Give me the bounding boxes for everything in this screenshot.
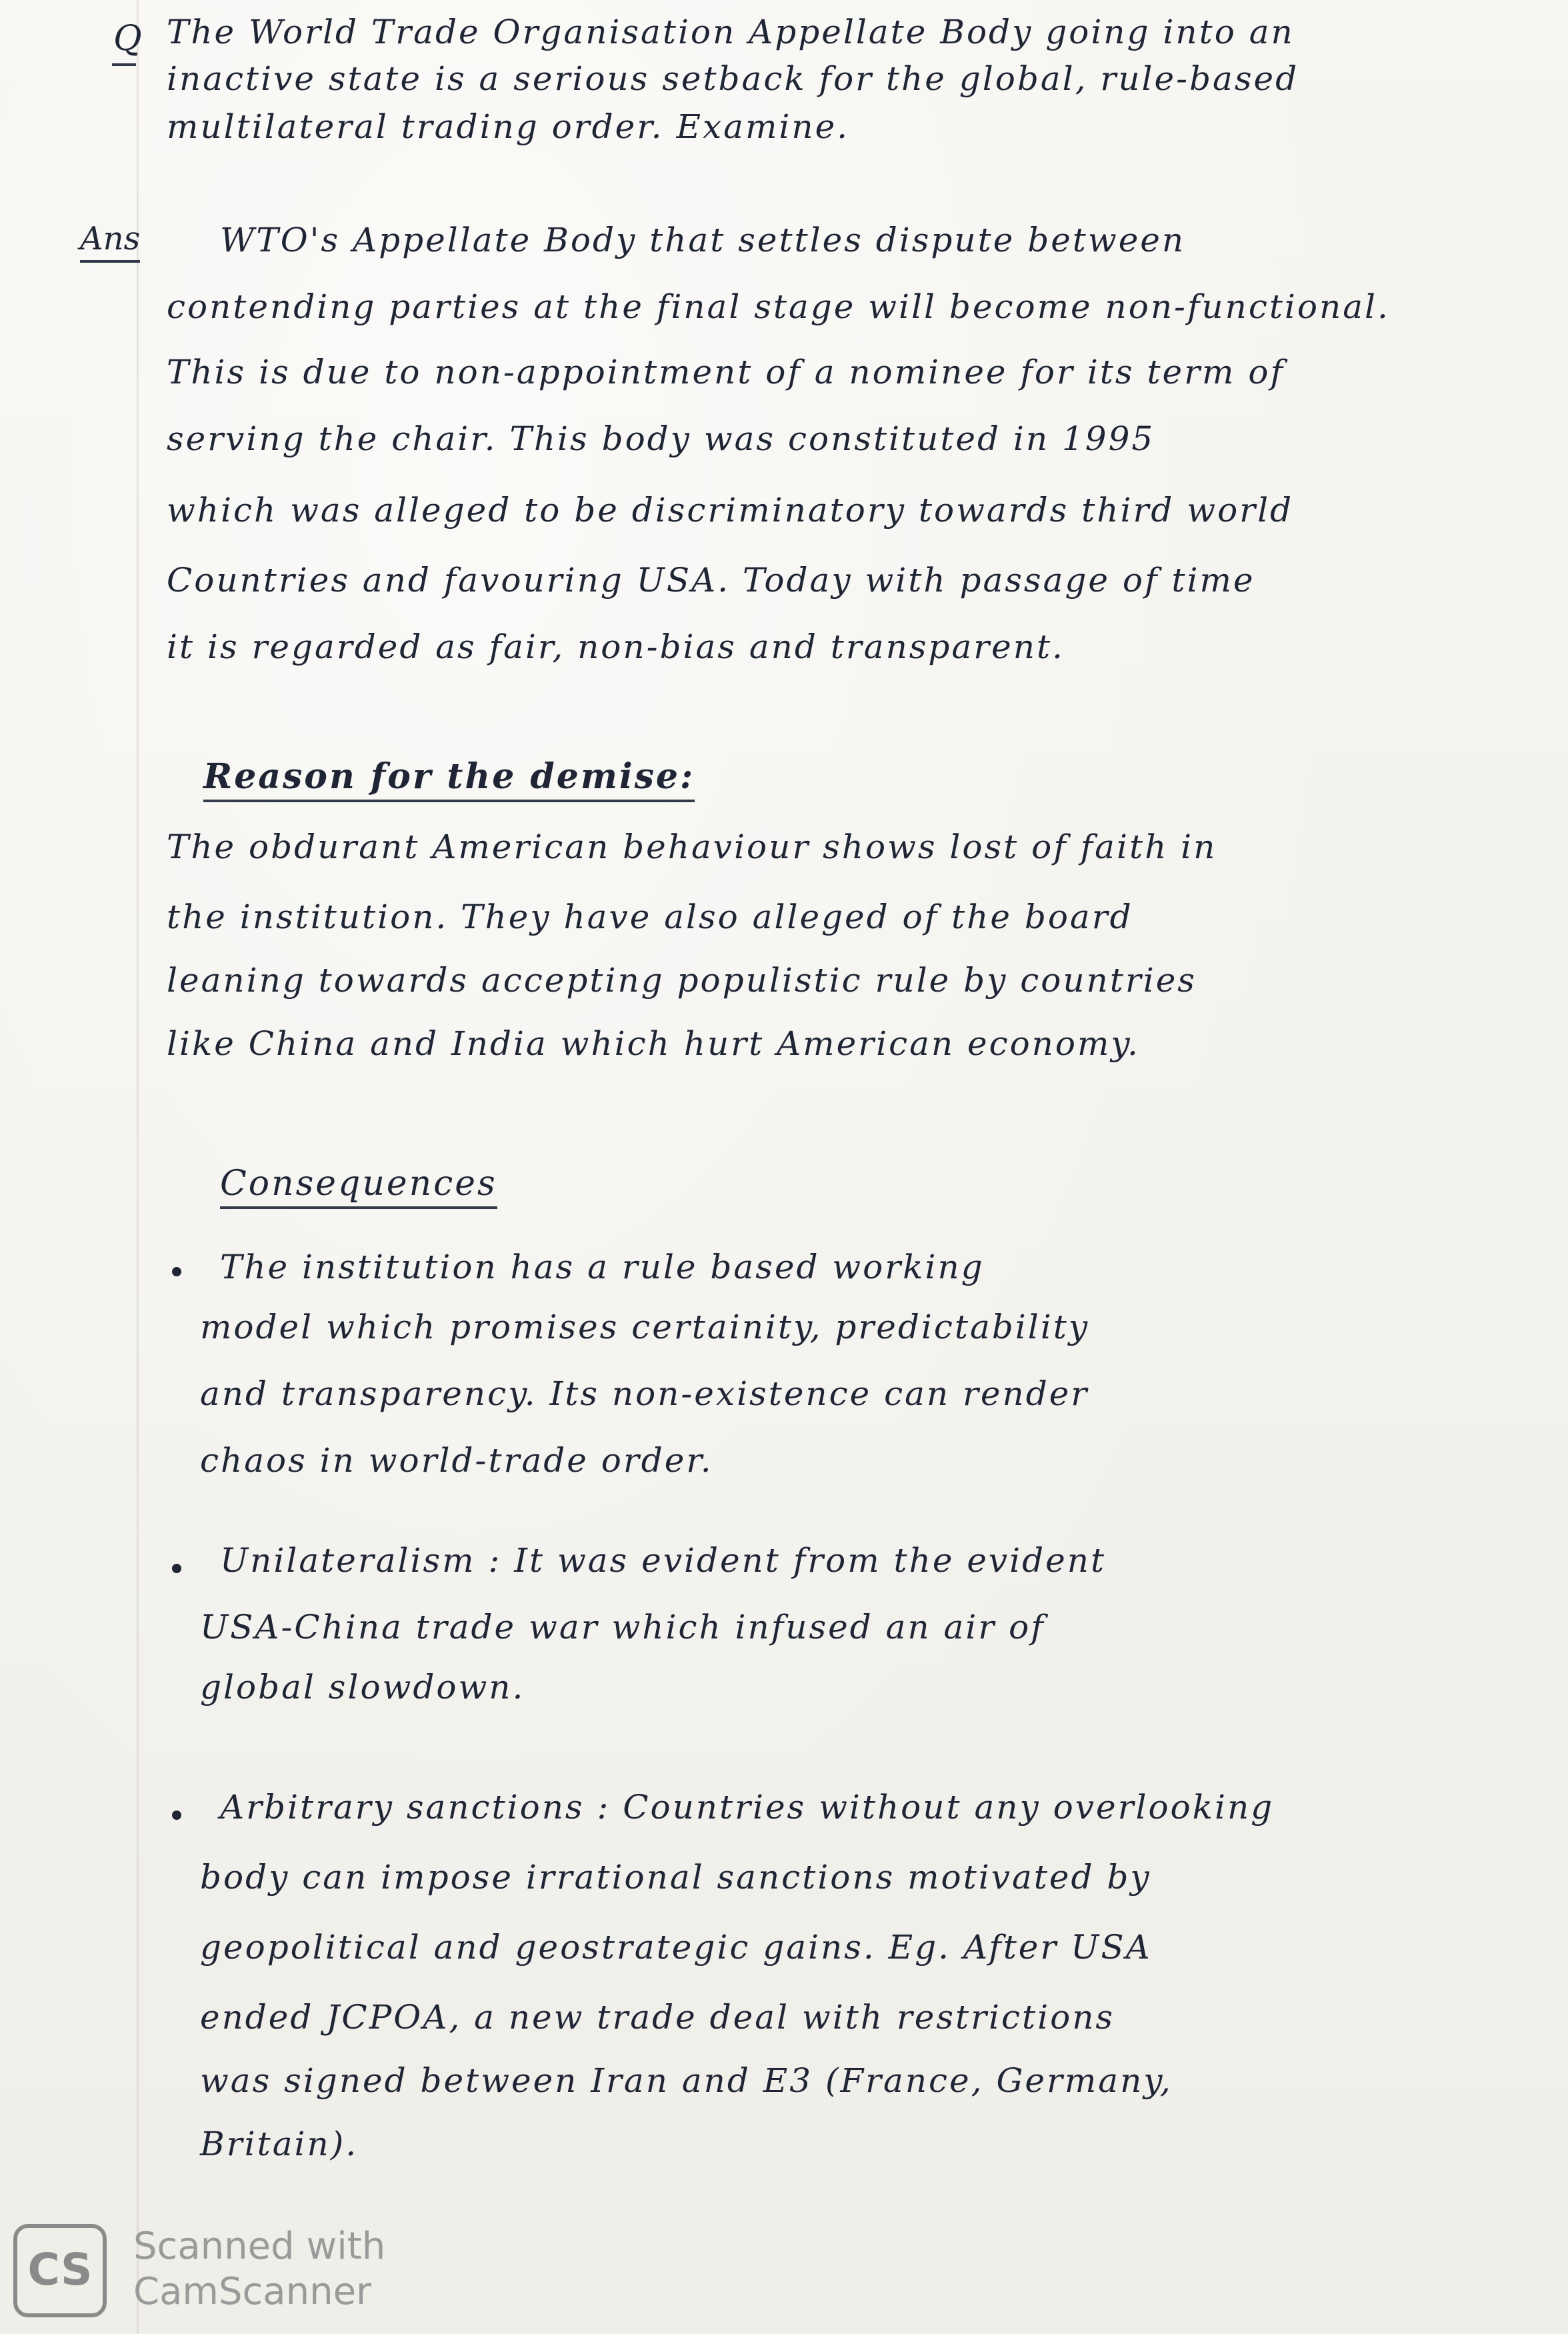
question-marker: Q bbox=[113, 19, 142, 59]
reason-line-4: like China and India which hurt American economy. bbox=[167, 1024, 1140, 1063]
consequence-2-line-3: global slowdown. bbox=[200, 1668, 525, 1706]
camscanner-watermark bbox=[13, 2217, 480, 2317]
answer-line-2: contending parties at the final stage will become non-functional. bbox=[167, 287, 1390, 326]
answer-line-5: which was alleged to be discriminatory towards third world bbox=[167, 491, 1294, 529]
margin-line bbox=[137, 0, 139, 2334]
consequence-1-line-1: The institution has a rule based working bbox=[220, 1248, 985, 1286]
reason-heading: Reason for the demise: bbox=[203, 757, 695, 802]
reason-line-3: leaning towards accepting populistic rule by countries bbox=[167, 961, 1197, 1000]
consequence-2-line-2: USA-China trade war which infused an air of bbox=[200, 1608, 1045, 1646]
answer-line-7: it is regarded as fair, non-bias and transparent. bbox=[167, 628, 1065, 666]
consequence-1-line-3: and transparency. Its non-existence can render bbox=[200, 1374, 1089, 1413]
question-line-1: The World Trade Organisation Appellate Body going into an bbox=[167, 13, 1295, 51]
question-line-3: multilateral trading order. Examine. bbox=[167, 107, 850, 146]
watermark-line-1: Scanned with bbox=[133, 2225, 386, 2268]
reason-line-1: The obdurant American behaviour shows lost of faith in bbox=[167, 828, 1217, 866]
consequences-heading: Consequences bbox=[220, 1164, 497, 1209]
consequence-3-line-4: ended JCPOA, a new trade deal with restrictions bbox=[200, 1998, 1115, 2037]
answer-line-1: WTO's Appellate Body that settles dispute between bbox=[220, 221, 1186, 259]
question-line-2: inactive state is a serious setback for the global, rule-based bbox=[167, 59, 1299, 98]
answer-line-6: Countries and favouring USA. Today with passage of time bbox=[167, 561, 1255, 600]
consequence-1-line-4: chaos in world-trade order. bbox=[200, 1441, 713, 1480]
camscanner-logo-icon: CS bbox=[13, 2224, 107, 2317]
bullet-point-3 bbox=[172, 1811, 181, 1820]
consequence-3-line-5: was signed between Iran and E3 (France, Germany, bbox=[200, 2061, 1173, 2100]
consequence-3-line-1: Arbitrary sanctions : Countries without any overlooking bbox=[220, 1788, 1275, 1827]
consequence-3-line-3: geopolitical and geostrategic gains. Eg. After USA bbox=[200, 1928, 1152, 1967]
consequence-3-line-2: body can impose irrational sanctions motivated by bbox=[200, 1858, 1151, 1897]
bullet-point-2 bbox=[172, 1564, 181, 1573]
bullet-point-1 bbox=[172, 1267, 181, 1276]
consequence-3-line-6: Britain). bbox=[200, 2125, 359, 2163]
watermark-text bbox=[133, 2224, 385, 2315]
question-marker-underline bbox=[112, 63, 136, 66]
reason-line-2: the institution. They have also alleged of the board bbox=[167, 898, 1133, 936]
watermark-line-2: CamScanner bbox=[133, 2270, 372, 2313]
consequence-2-line-1: Unilateralism : It was evident from the evident bbox=[220, 1541, 1107, 1580]
answer-line-4: serving the chair. This body was constituted in 1995 bbox=[167, 419, 1155, 458]
answer-line-3: This is due to non-appointment of a nominee for its term of bbox=[167, 353, 1285, 391]
answer-label: Ans bbox=[80, 220, 140, 263]
consequence-1-line-2: model which promises certainity, predictability bbox=[200, 1308, 1090, 1346]
